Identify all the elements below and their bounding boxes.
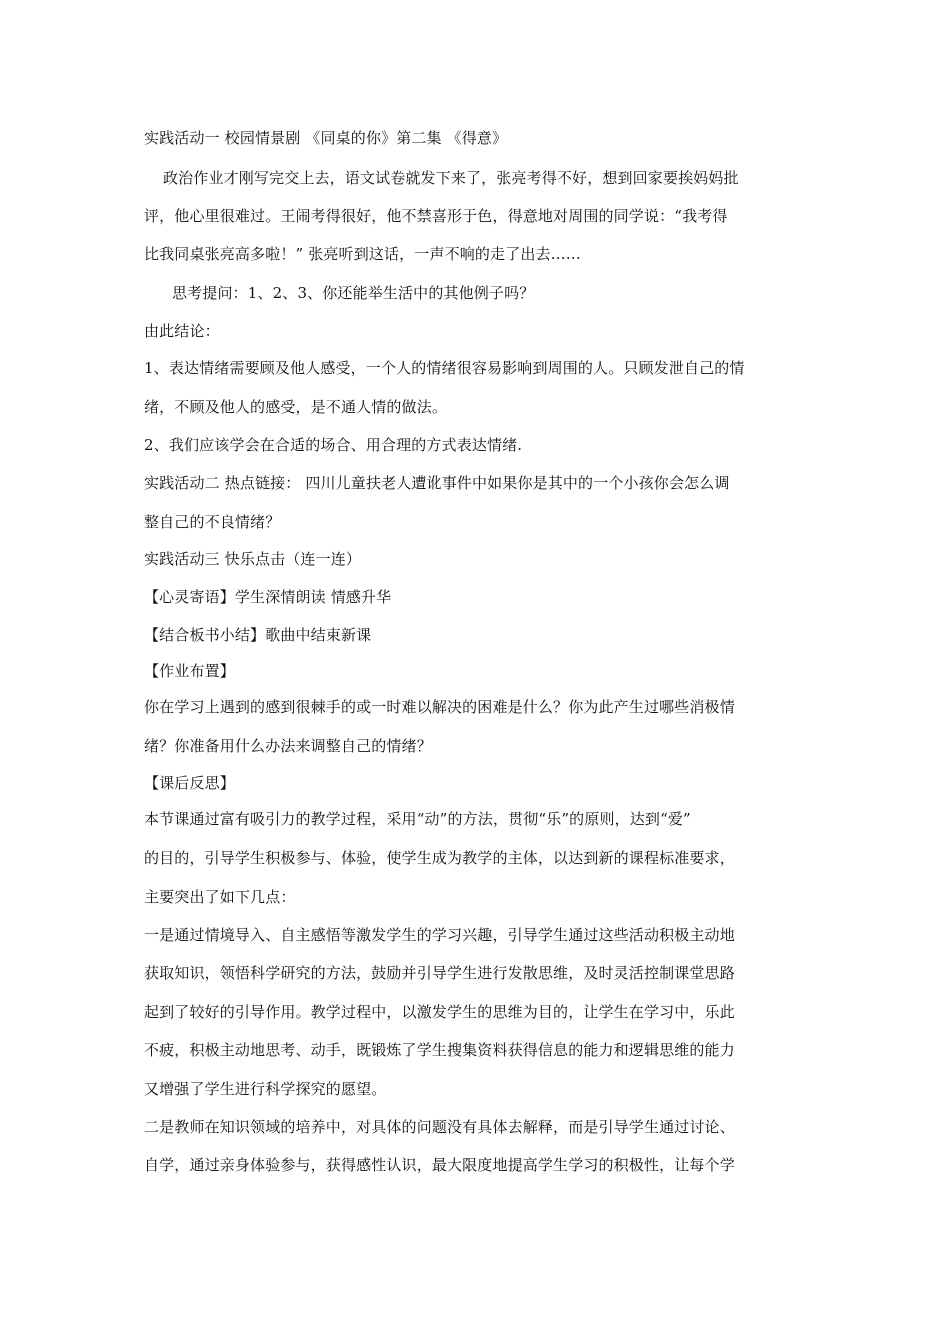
conclusion-item-2: 2、我们应该学会在合适的场合、用合理的方式表达情绪. bbox=[144, 436, 523, 454]
section-reflection: 【课后反思】 bbox=[144, 774, 235, 792]
homework-line: 你在学习上遇到的感到很棘手的或一时难以解决的困难是什么？你为此产生过哪些消极情 bbox=[144, 698, 735, 716]
paragraph-line: 比我同桌张亮高多啦！” 张亮听到这话，一声不响的走了出去…… bbox=[144, 245, 581, 263]
section-heart-message: 【心灵寄语】学生深情朗读 情感升华 bbox=[144, 588, 392, 606]
reflection-line: 自学，通过亲身体验参与，获得感性认识，最大限度地提高学生学习的积极性，让每个学 bbox=[144, 1156, 735, 1174]
reflection-line: 本节课通过富有吸引力的教学过程，采用“动”的方法，贯彻“乐”的原则，达到“爱” bbox=[144, 810, 691, 828]
conclusion-item-1: 1、表达情绪需要顾及他人感受，一个人的情绪很容易影响到周围的人。只顾发泄自己的情 bbox=[144, 359, 745, 377]
reflection-line: 主要突出了如下几点： bbox=[144, 888, 296, 906]
conclusion-heading: 由此结论： bbox=[144, 322, 220, 340]
reflection-line: 起到了较好的引导作用。教学过程中，以激发学生的思维为目的，让学生在学习中，乐此 bbox=[144, 1003, 735, 1021]
activity-three-heading: 实践活动三 快乐点击（连一连） bbox=[144, 550, 362, 568]
activity-one-heading: 实践活动一 校园情景剧 《同桌的你》第二集 《得意》 bbox=[144, 129, 508, 147]
conclusion-item-1-cont: 绪，不顾及他人的感受，是不通人情的做法。 bbox=[144, 398, 448, 416]
paragraph-line: 政治作业才刚写完交上去，语文试卷就发下来了，张亮考得不好，想到回家要挨妈妈批 bbox=[163, 169, 739, 187]
activity-two-cont: 整自己的不良情绪？ bbox=[144, 513, 281, 531]
reflection-line: 又增强了学生进行科学探究的愿望。 bbox=[144, 1080, 387, 1098]
section-homework: 【作业布置】 bbox=[144, 662, 235, 680]
reflection-line: 一是通过情境导入、自主感悟等激发学生的学习兴趣，引导学生通过这些活动积极主动地 bbox=[144, 926, 735, 944]
section-summary: 【结合板书小结】歌曲中结束新课 bbox=[144, 626, 372, 644]
paragraph-line: 评，他心里很难过。王闹考得很好，他不禁喜形于色，得意地对周围的同学说：“我考得 bbox=[144, 207, 728, 225]
reflection-line: 获取知识，领悟科学研究的方法，鼓励并引导学生进行发散思维，及时灵活控制课堂思路 bbox=[144, 964, 735, 982]
homework-line: 绪？你准备用什么办法来调整自己的情绪？ bbox=[144, 737, 432, 755]
reflection-line: 二是教师在知识领域的培养中，对具体的问题没有具体去解释，而是引导学生通过讨论、 bbox=[144, 1118, 735, 1136]
question-line: 思考提问：1、2、3、你还能举生活中的其他例子吗？ bbox=[172, 284, 535, 302]
reflection-line: 的目的，引导学生积极参与、体验，使学生成为教学的主体，以达到新的课程标准要求， bbox=[144, 849, 735, 867]
activity-two-heading: 实践活动二 热点链接： 四川儿童扶老人遭讹事件中如果你是其中的一个小孩你会怎么调 bbox=[144, 474, 730, 492]
reflection-line: 不疲，积极主动地思考、动手，既锻炼了学生搜集资料获得信息的能力和逻辑思维的能力 bbox=[144, 1041, 735, 1059]
